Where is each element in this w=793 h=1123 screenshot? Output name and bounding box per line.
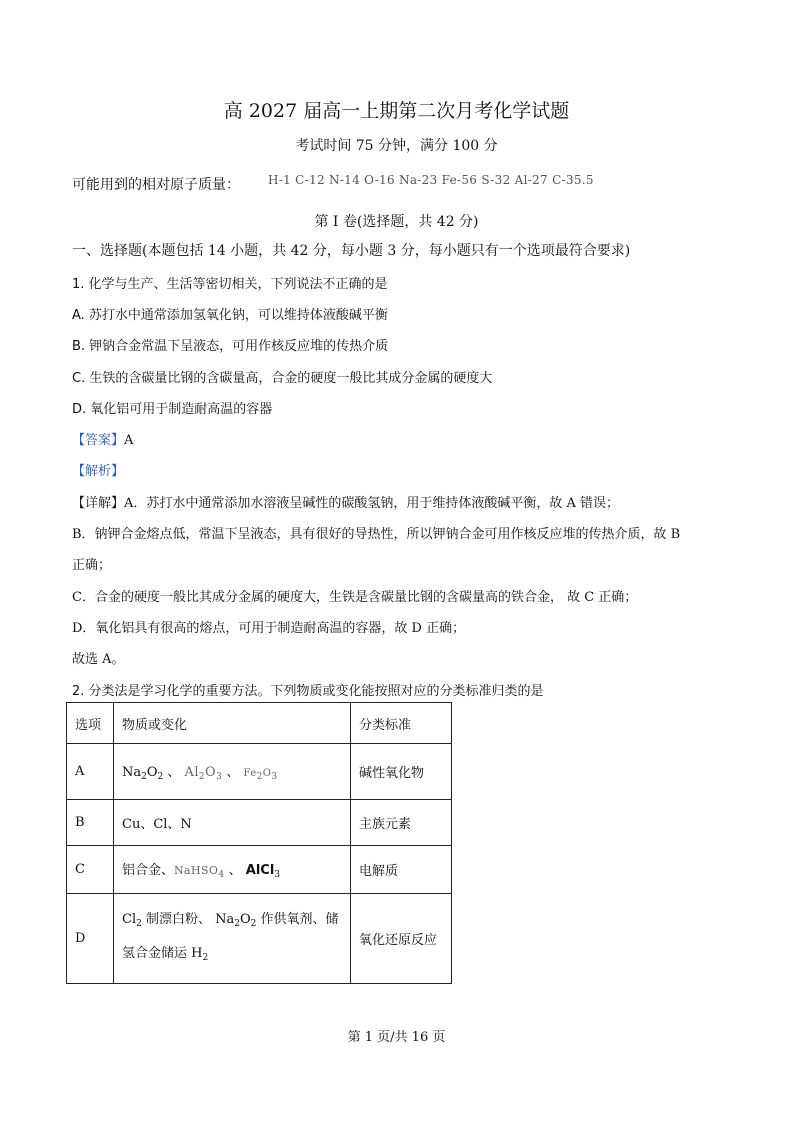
row-option: D: [67, 894, 114, 984]
q1-answer: [72, 429, 133, 448]
formula-sub: 2: [198, 772, 206, 782]
row-substances: Cu、Cl、N: [114, 800, 351, 846]
row-option: A: [67, 744, 114, 800]
text-part: 作供氧剂、储: [256, 911, 339, 927]
detail-a-text: A．苏打水中通常添加水溶液呈碱性的碳酸氢钠，用于维持体液酸碱平衡，故 A 错误；: [124, 496, 620, 511]
formula-sub: 2: [157, 772, 164, 782]
row-option: B: [67, 800, 114, 846]
formula-part: O: [262, 768, 272, 779]
formula-part: AlCl: [245, 863, 275, 878]
section-title: 第 I 卷(选择题，共 42 分): [314, 214, 479, 230]
row-substances: [114, 744, 351, 800]
table-row: [67, 800, 452, 846]
table-row: [67, 846, 452, 894]
formula-part: O: [239, 911, 251, 927]
row-standard: 氧化还原反应: [351, 894, 452, 984]
formula-sub: 3: [274, 870, 281, 880]
formula-sub: 3: [271, 772, 278, 782]
conclusion: 故选 A。: [72, 652, 125, 667]
formula-sub: 3: [216, 772, 223, 782]
formula-sub: 2: [202, 952, 209, 963]
q1-stem: 1. 化学与生产、生活等密切相关，下列说法不正确的是: [72, 277, 388, 292]
table-row: [67, 744, 452, 800]
atomic-mass-label: 可能用到的相对原子质量：: [72, 177, 240, 193]
atomic-mass-values: H-1 C-12 N-14 O-16 Na-23 Fe-56 S-32 Al-27 C-35.5: [268, 173, 594, 187]
detail-tag: 【详解】: [72, 496, 125, 511]
formula-part: O: [205, 765, 217, 780]
formula-part: Fe: [243, 768, 257, 779]
page-number: 第 1 页/共 16 页: [347, 1030, 446, 1045]
detail-b-line1: B．钠钾合金熔点低，常温下呈液态，具有很好的导热性，所以钾钠合金可用作核反应堆的传热介质，故 B: [72, 527, 681, 542]
formula-part: Al: [184, 765, 199, 780]
answer-value: A: [124, 433, 134, 448]
q1-option-a: A. 苏打水中通常添加氢氧化钠，可以维持体液酸碱平衡: [72, 308, 388, 323]
separator: 、: [224, 863, 246, 878]
detail-b-line2: 正确；: [72, 558, 112, 573]
formula-part: H: [191, 945, 203, 961]
separator: 、: [222, 765, 244, 780]
answer-tag: 【答案】: [72, 433, 125, 448]
analysis-tag: 【解析】: [72, 464, 125, 479]
row-option: C: [67, 846, 114, 894]
formula-part: Na: [122, 765, 142, 780]
formula-part: O: [146, 765, 158, 780]
exam-info: 考试时间 75 分钟，满分 100 分: [295, 138, 498, 154]
q1-option-c: C. 生铁的含碳量比钢的含碳量高，合金的硬度一般比其成分金属的硬度大: [72, 371, 493, 386]
row-substances: [114, 894, 351, 984]
detail-a: [72, 492, 619, 511]
formula-sub: 2: [141, 772, 147, 782]
table-header-row: [67, 703, 452, 744]
text-part: 氢合金储运: [122, 945, 192, 961]
formula-sub: 2: [250, 918, 257, 929]
header-option: 选项: [67, 703, 114, 744]
formula-part: Cl: [122, 911, 137, 927]
classification-table: [66, 702, 452, 984]
text-part: 铝合金、: [122, 863, 175, 878]
q1-option-d: D. 氧化铝可用于制造耐高温的容器: [72, 402, 273, 417]
header-substance: 物质或变化: [114, 703, 351, 744]
part-instructions: 一、选择题(本题包括 14 小题，共 42 分，每小题 3 分，每小题只有一个选项最符合要求): [72, 243, 631, 259]
q1-option-b: B. 钾钠合金常温下呈液态，可用作核反应堆的传热介质: [72, 339, 389, 354]
row-standard: 电解质: [351, 846, 452, 894]
page-title: 高 2027 届高一上期第二次月考化学试题: [223, 100, 570, 122]
detail-d: D．氧化铝具有很高的熔点，可用于制造耐高温的容器，故 D 正确；: [72, 621, 466, 636]
row-standard: 碱性氧化物: [351, 744, 452, 800]
formula-sub: 2: [136, 918, 142, 929]
text-part: 制漂白粉、: [141, 911, 216, 927]
formula-part: Na: [215, 911, 235, 927]
detail-c: C．合金的硬度一般比其成分金属的硬度大，生铁是含碳量比钢的含碳量高的铁合金， 故 C 正确；: [72, 590, 638, 605]
separator: 、: [163, 765, 185, 780]
table-row: [67, 894, 452, 984]
formula-sub: 4: [218, 870, 225, 880]
formula-sub: 2: [234, 918, 240, 929]
header-standard: 分类标准: [351, 703, 452, 744]
row-standard: 主族元素: [351, 800, 452, 846]
row-substances: [114, 846, 351, 894]
formula-part: NaHSO: [174, 864, 219, 877]
q2-stem: 2. 分类法是学习化学的重要方法。下列物质或变化能按照对应的分类标准归类的是: [72, 684, 544, 699]
formula-sub: 2: [256, 772, 263, 782]
